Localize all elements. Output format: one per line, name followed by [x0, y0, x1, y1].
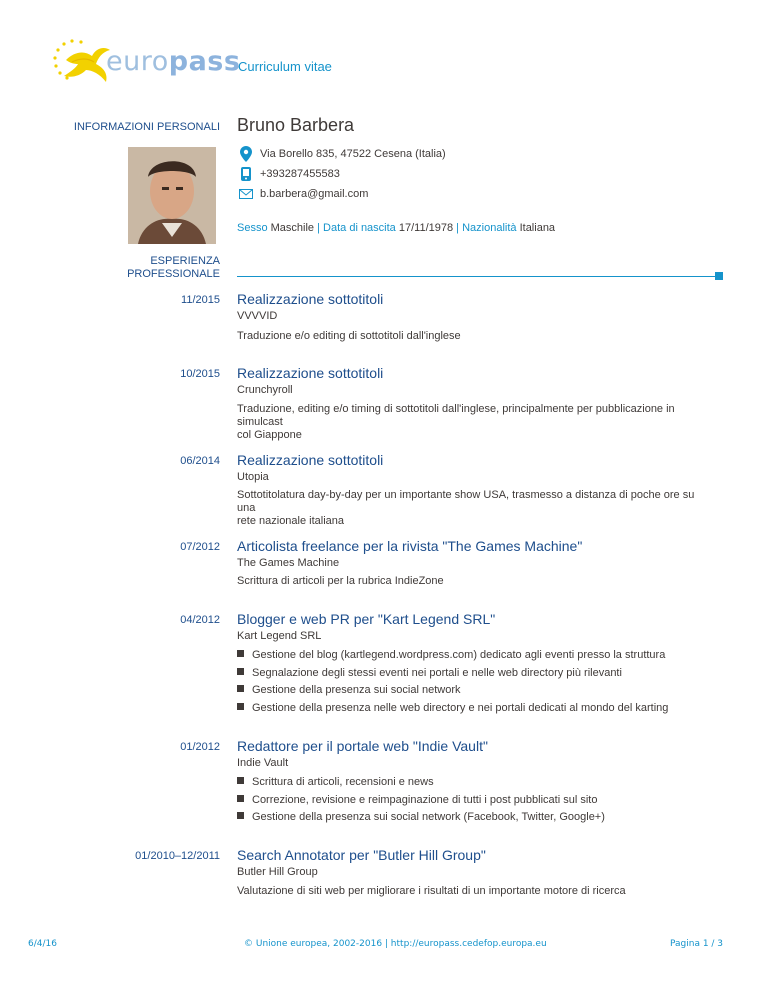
job-date: 04/2012: [180, 614, 220, 626]
job-employer: Kart Legend SRL: [237, 630, 322, 642]
job-description: [237, 403, 707, 442]
list-item: Scrittura di articoli, recensioni e news: [237, 776, 434, 788]
experience-label-line1: ESPERIENZA: [150, 255, 220, 267]
email-address[interactable]: b.barbera@gmail.com: [260, 188, 369, 200]
job-date: 06/2014: [180, 455, 220, 467]
job-employer: Indie Vault: [237, 757, 289, 769]
sex-label: Sesso: [237, 222, 268, 234]
person-name: Bruno Barbera: [237, 115, 355, 135]
job-description: [237, 489, 707, 528]
logo-text-light: euro: [106, 46, 169, 77]
section-divider: [237, 276, 715, 277]
phone-number: +393287455583: [260, 168, 340, 180]
personal-details-line: [237, 222, 555, 234]
location-icon: [240, 146, 252, 162]
page-number: Pagina 1 / 3: [670, 939, 724, 949]
separator: |: [317, 222, 320, 234]
experience-label-line2: PROFESSIONALE: [127, 268, 220, 280]
job-title: Articolista freelance per la rivista "The Games Machine": [237, 538, 583, 554]
list-item: Gestione della presenza sui social network: [237, 684, 461, 696]
personal-info-label: INFORMAZIONI PERSONALI: [73, 121, 220, 133]
mobile-phone-icon: [241, 167, 251, 181]
job-description: Valutazione di siti web per migliorare i risultati di un importante motore di ricerca: [237, 885, 626, 897]
list-item: Gestione della presenza nelle web directory e nei portali dedicati al mondo del karting: [237, 702, 668, 714]
job-date: 07/2012: [180, 541, 220, 553]
job-employer: Utopia: [237, 471, 269, 483]
nationality-label: Nazionalità: [462, 222, 517, 234]
footer-date: 6/4/16: [28, 939, 57, 949]
job-title: Realizzazione sottotitoli: [237, 452, 384, 468]
footer-copyright[interactable]: © Unione europea, 2002-2016 | http://europass.cedefop.europa.eu: [244, 939, 547, 949]
job-description-line: rete nazionale italiana: [237, 515, 345, 527]
job-title: Search Annotator per "Butler Hill Group": [237, 847, 486, 863]
job-employer: Butler Hill Group: [237, 866, 318, 878]
job-title: Redattore per il portale web "Indie Vault": [237, 738, 488, 754]
experience-section-label: [25, 255, 220, 281]
address: Via Borello 835, 47522 Cesena (Italia): [260, 148, 446, 160]
birth-date-value: 17/11/1978: [398, 222, 454, 234]
job-title: Blogger e web PR per "Kart Legend SRL": [237, 611, 496, 627]
document-title: Curriculum vitae: [238, 59, 332, 74]
europass-logo: [50, 38, 241, 88]
nationality-value: Italiana: [519, 222, 556, 234]
profile-photo: [128, 147, 216, 244]
section-divider-square: [715, 272, 723, 280]
list-item: Segnalazione degli stessi eventi nei portali e nelle web directory più rilevanti: [237, 667, 622, 679]
separator: |: [456, 222, 460, 234]
job-title: Realizzazione sottotitoli: [237, 365, 384, 381]
job-description-line: Traduzione, editing e/o timing di sottotitoli dall'inglese, principalmente per pubblicazione in simulcast: [237, 403, 675, 428]
job-date: 01/2012: [180, 741, 220, 753]
list-item: Correzione, revisione e reimpaginazione di tutti i post pubblicati sul sito: [237, 794, 597, 806]
logo-text-bold: pass: [168, 46, 241, 77]
job-employer: The Games Machine: [237, 557, 340, 569]
job-description: Traduzione e/o editing di sottotitoli dall'inglese: [237, 330, 461, 342]
job-description-line: Sottotitolatura day-by-day per un importante show USA, trasmesso a distanza di poche ore su una: [237, 489, 695, 514]
birth-date-label: Data di nascita: [323, 222, 396, 234]
job-description: Scrittura di articoli per la rubrica IndieZone: [237, 575, 444, 587]
job-description-line: col Giappone: [237, 429, 302, 441]
job-date: 10/2015: [180, 368, 220, 380]
job-date: 11/2015: [181, 294, 220, 306]
job-employer: Crunchyroll: [237, 384, 293, 396]
job-employer: VVVVID: [237, 310, 278, 322]
list-item: Gestione del blog (kartlegend.wordpress.com) dedicato agli eventi presso la struttura: [237, 649, 665, 661]
job-date: 01/2010–12/2011: [135, 850, 220, 862]
list-item: Gestione della presenza sui social network (Facebook, Twitter, Google+): [237, 811, 605, 823]
sex-value: Maschile: [270, 222, 315, 234]
email-icon: [239, 189, 253, 199]
job-title: Realizzazione sottotitoli: [237, 291, 384, 307]
